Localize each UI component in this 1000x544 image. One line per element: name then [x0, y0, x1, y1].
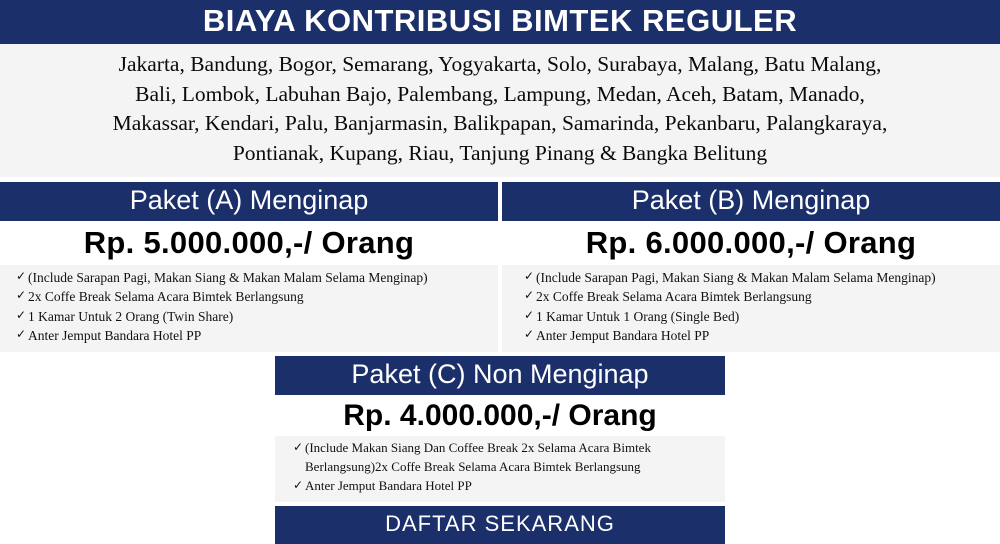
page-title: BIAYA KONTRIBUSI BIMTEK REGULER [202, 3, 798, 38]
list-item [522, 307, 1000, 327]
cities-line: Bali, Lombok, Labuhan Bajo, Palembang, Lampung, Medan, Aceh, Batam, Manado, [135, 81, 865, 106]
cities-list [0, 44, 1000, 179]
check-icon: ✓ [523, 307, 535, 322]
list-item [14, 268, 498, 288]
cities-line: Jakarta, Bandung, Bogor, Semarang, Yogyakarta, Solo, Surabaya, Malang, Batu Malang, [118, 52, 882, 77]
register-now-button[interactable]: DAFTAR SEKARANG [275, 506, 725, 544]
feature-text: Anter Jemput Bandara Hotel PP [536, 328, 710, 344]
feature-text: 1 Kamar Untuk 2 Orang (Twin Share) [28, 308, 234, 324]
list-item [522, 268, 1000, 288]
feature-text: 2x Coffe Break Selama Acara Bimtek Berlangsung [536, 289, 812, 305]
list-item [14, 326, 498, 346]
check-icon: ✓ [15, 307, 27, 322]
check-icon: ✓ [15, 288, 27, 303]
check-icon: ✓ [292, 477, 304, 492]
feature-text: Anter Jemput Bandara Hotel PP [28, 328, 202, 344]
check-icon: ✓ [15, 327, 27, 342]
list-item [291, 477, 725, 496]
feature-text: (Include Sarapan Pagi, Makan Siang & Makan Malam Selama Menginap) [28, 269, 428, 285]
package-b-features [502, 265, 1000, 352]
list-item [522, 326, 1000, 346]
package-c-features [275, 436, 725, 502]
list-item [291, 439, 725, 477]
package-card-c[interactable] [275, 356, 725, 544]
cities-line: Makassar, Kendari, Palu, Banjarmasin, Balikpapan, Samarinda, Pekanbaru, Palangkaraya, [112, 111, 888, 136]
list-item [14, 287, 498, 307]
package-card-a[interactable] [0, 182, 498, 352]
package-c-title: Paket (C) Non Menginap [275, 356, 725, 395]
package-c-price: Rp. 4.000.000,-/ Orang [275, 395, 725, 436]
check-icon: ✓ [292, 439, 304, 454]
cities-line: Pontianak, Kupang, Riau, Tanjung Pinang & Bangka Belitung [232, 141, 768, 166]
header-banner [0, 0, 1000, 44]
package-card-b[interactable] [502, 182, 1000, 352]
packages-row [0, 182, 1000, 352]
check-icon: ✓ [523, 327, 535, 342]
feature-text: Anter Jemput Bandara Hotel PP [305, 477, 472, 493]
feature-text: 1 Kamar Untuk 1 Orang (Single Bed) [536, 308, 740, 324]
check-icon: ✓ [15, 268, 27, 283]
list-item [14, 307, 498, 327]
feature-text: (Include Sarapan Pagi, Makan Siang & Makan Malam Selama Menginap) [536, 269, 936, 285]
feature-text: 2x Coffe Break Selama Acara Bimtek Berlangsung [28, 289, 304, 305]
package-b-title: Paket (B) Menginap [502, 182, 1000, 221]
package-a-title: Paket (A) Menginap [0, 182, 498, 221]
check-icon: ✓ [523, 288, 535, 303]
package-a-features [0, 265, 498, 352]
package-a-price: Rp. 5.000.000,-/ Orang [0, 221, 498, 265]
feature-text: (Include Makan Siang Dan Coffee Break 2x Selama Acara Bimtek Berlangsung)2x Coffe Break Selama Acara Bimtek Berlangsung [305, 439, 651, 474]
list-item [522, 287, 1000, 307]
check-icon: ✓ [523, 268, 535, 283]
package-b-price: Rp. 6.000.000,-/ Orang [502, 221, 1000, 265]
